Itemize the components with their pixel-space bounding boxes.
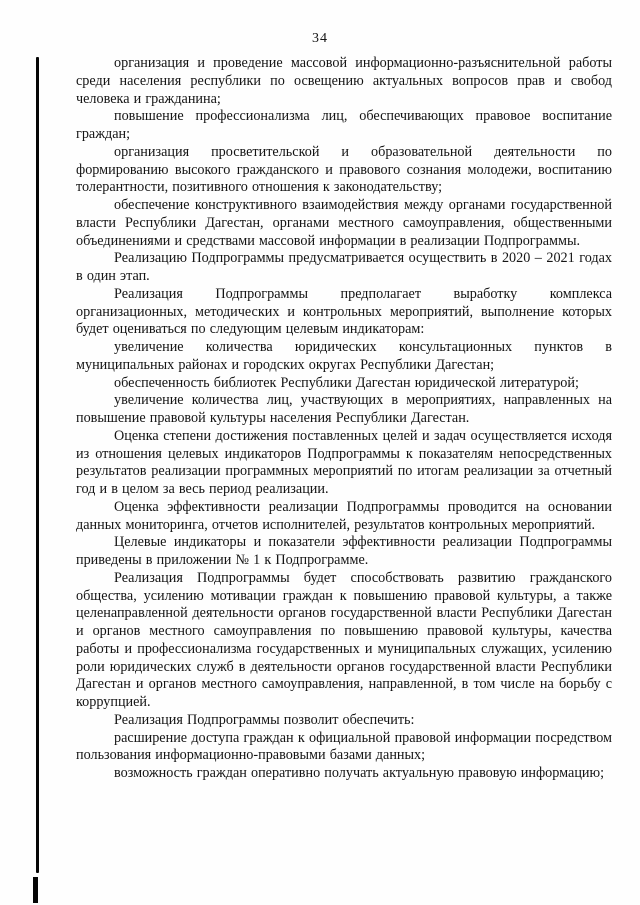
paragraph: Целевые индикаторы и показатели эффективности реализации Подпрограммы приведены в приложении № 1 к Подпрограмме. [76,534,612,568]
paragraph: организация и проведение массовой информационно-разъяснительной работы среди населения республики по освещению актуальных вопросов прав и свобод человека и гражданина; [76,55,612,107]
paragraph: обеспечение конструктивного взаимодействия между органами государственной власти Республики Дагестан, органами местного самоуправления, общественными объединениями и средствами массовой информации в реализации Подпрограммы. [76,197,612,249]
paragraph: возможность граждан оперативно получать актуальную правовую информацию; [114,765,605,781]
paragraph: Оценка эффективности реализации Подпрограммы проводится на основании данных мониторинга, отчетов исполнителей, результатов контрольных мероприятий. [76,498,612,533]
paragraph: Реализация Подпрограммы будет способствовать развитию гражданского общества, усилению мотивации граждан к повышению правовой культуры, а также целенаправленной деятельности органов государственной власти Республики Дагестан и органов местного самоуправления по повышению правовой культуры, качества работы и профессионализма государственных и муниципальных служащих, усилению роли юридических служб в деятельности органов государственной власти Республики Дагестан и органов местного самоуправления, направленной, в том числе на борьбу с коррупцией. [76,569,612,710]
paragraph: повышение профессионализма лиц, обеспечивающих правовое воспитание граждан; [76,108,612,142]
paragraph: увеличение количества лиц, участвующих в мероприятиях, направленных на повышение правовой культуры населения Республики Дагестан. [76,392,612,426]
scan-artifact-vertical-line [36,57,39,873]
paragraph: Реализацию Подпрограммы предусматривается осуществить в 2020 – 2021 годах в один этап. [76,250,612,284]
paragraph: Реализация Подпрограммы позволит обеспечить: [114,711,415,728]
document-body [76,55,612,783]
paragraph: Реализация Подпрограммы предполагает выработку комплекса организационных, методических и контрольных мероприятий, выполнение которых будет оцениваться по следующим целевым индикаторам: [76,285,612,338]
page-number: 34 [312,31,328,46]
paragraph: обеспеченность библиотек Республики Дагестан юридической литературой; [114,374,579,391]
paragraph: увеличение количества юридических консультационных пунктов в муниципальных районах и городских округах Республики Дагестан; [76,339,612,373]
paragraph: Оценка степени достижения поставленных целей и задач осуществляется исходя из отношения целевых индикаторов Подпрограммы к показателям непосредственных результатов реализации программных мероприятий по итогам реализации за отчетный год и в целом за весь период реализации. [76,427,612,497]
scan-artifact-bottom-mark [33,877,38,903]
paragraph: расширение доступа граждан к официальной правовой информации посредством пользования информационно-правовыми базами данных; [76,729,612,764]
paragraph: организация просветительской и образовательной деятельности по формированию высокого гражданского и правового сознания молодежи, воспитанию толерантности, позитивного отношения к законодательству; [76,143,612,196]
